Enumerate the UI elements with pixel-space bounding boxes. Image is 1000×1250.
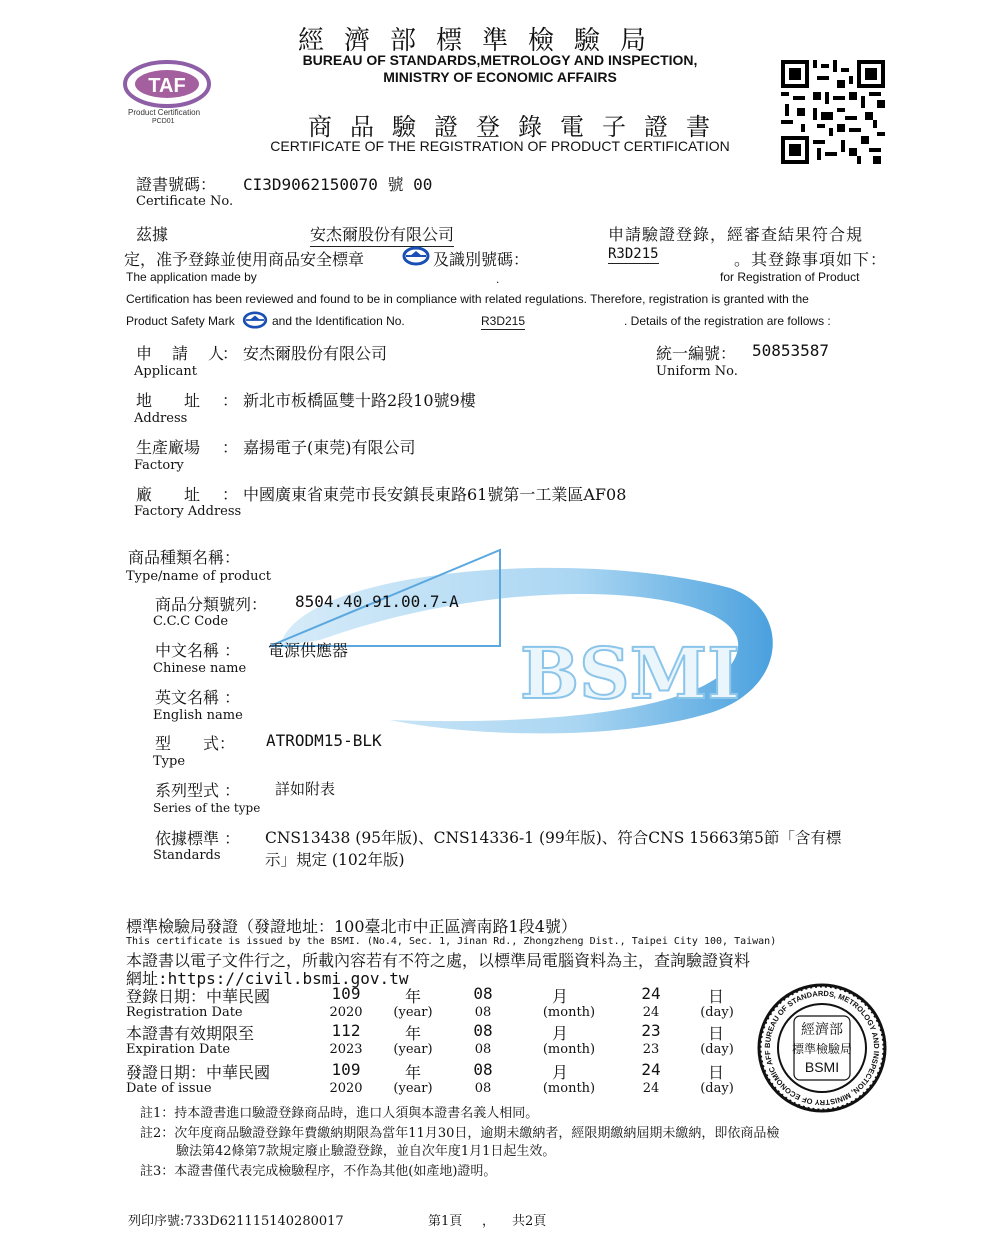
uniform-no-label-en: Uniform No. bbox=[656, 364, 738, 379]
statement-en-3code: R3D215 bbox=[481, 314, 526, 328]
ministry-title-en-2: MINISTRY OF ECONOMIC AFFAIRS bbox=[383, 69, 617, 85]
ministry-title-en-1: BUREAU OF STANDARDS,METROLOGY AND INSPECTION, bbox=[302, 52, 698, 68]
date-label-cn: 發證日期：中華民國 bbox=[126, 1063, 271, 1082]
applicant-value: 安杰爾股份有限公司 bbox=[243, 344, 388, 363]
date-en-year-ad: 2023 bbox=[329, 1042, 363, 1057]
date-month: 08 bbox=[473, 1060, 493, 1079]
date-label-cn: 登錄日期：中華民國 bbox=[126, 987, 271, 1006]
safety-mark-icon-small bbox=[242, 311, 268, 329]
date-month-cn: 月 bbox=[551, 1024, 568, 1043]
date-en-year-ad: 2020 bbox=[329, 1081, 363, 1096]
factory-value: 嘉揚電子(東莞)有限公司 bbox=[243, 438, 416, 457]
model-value: ATRODM15-BLK bbox=[266, 731, 382, 750]
product-type-label-en: Type/name of product bbox=[126, 569, 272, 584]
date-day-cn: 日 bbox=[707, 1063, 724, 1082]
date-month-cn: 月 bbox=[551, 987, 568, 1006]
model-label-en: Type bbox=[153, 754, 186, 769]
standards-label-en: Standards bbox=[153, 848, 221, 863]
ccc-value: 8504.40.91.00.7-A bbox=[295, 592, 459, 611]
statement-line2-b: 及識別號碼： bbox=[433, 250, 530, 269]
date-en-day-en: (day) bbox=[700, 1081, 734, 1096]
model-label: 型 式： bbox=[155, 734, 236, 753]
statement-en-dot: . bbox=[496, 272, 500, 286]
date-year-cn: 年 bbox=[404, 987, 421, 1006]
statement-line1-a: 茲據 bbox=[136, 225, 169, 244]
date-en-year-en: (year) bbox=[393, 1005, 433, 1020]
date-year-roc: 109 bbox=[331, 1060, 361, 1079]
address-label: 地 址 bbox=[136, 391, 201, 410]
statement-line1-b: 申請驗證登錄，經審查結果符合規 bbox=[608, 225, 864, 244]
statement-en-1b: for Registration of Product bbox=[720, 270, 860, 284]
date-en-label-en: Date of issue bbox=[126, 1081, 212, 1096]
date-day: 24 bbox=[641, 1060, 661, 1079]
statement-en-3c: . Details of the registration are follows : bbox=[624, 314, 831, 328]
statement-en-3a: Product Safety Mark bbox=[126, 314, 235, 328]
date-year-cn: 年 bbox=[404, 1063, 421, 1082]
standards-label: 依據標準 ： bbox=[155, 829, 241, 848]
note-2b: 驗法第42條第7款規定廢止驗證登錄，並自次年度1月1日起生效。 bbox=[176, 1144, 556, 1159]
qr-code bbox=[781, 60, 885, 164]
factory-label-en: Factory bbox=[134, 458, 184, 473]
date-year-roc: 112 bbox=[331, 1021, 361, 1040]
series-label-en: Series of the type bbox=[153, 801, 261, 815]
english-name-label: 英文名稱 ： bbox=[155, 688, 241, 707]
safety-mark-icon bbox=[402, 246, 430, 266]
issuance-line3: 本證書以電子文件行之，所載內容若有不符之處，以標準局電腦資料為主，查詢驗證資料 bbox=[126, 951, 751, 970]
date-month: 08 bbox=[473, 984, 493, 1003]
factory-address-value: 中國廣東省東莞市長安鎮長東路61號第一工業區AF08 bbox=[243, 485, 627, 504]
certificate-title-cn: 商品驗證登錄電子證書 bbox=[308, 113, 728, 141]
factory-address-colon: ： bbox=[222, 485, 239, 504]
statement-en-1a: The application made by bbox=[126, 270, 257, 284]
taf-text: TAF bbox=[148, 75, 186, 97]
date-month-cn: 月 bbox=[551, 1063, 568, 1082]
date-year-cn: 年 bbox=[404, 1024, 421, 1043]
seal-ring-text: BUREAU OF STANDARDS, METROLOGY AND INSPECTION, MINISTRY OF ECONOMIC AFF bbox=[762, 988, 882, 1108]
date-en-month: 08 bbox=[474, 1042, 492, 1057]
bsmi-watermark-text: BSMI bbox=[520, 632, 740, 715]
date-en-month-en: (month) bbox=[542, 1081, 596, 1096]
ccc-label-en: C.C.C Code bbox=[153, 614, 229, 629]
english-name-label-en: English name bbox=[153, 708, 243, 723]
date-en-day: 24 bbox=[642, 1081, 660, 1096]
factory-colon: ： bbox=[222, 438, 239, 457]
date-en-month: 08 bbox=[474, 1005, 492, 1020]
uniform-no-value: 50853587 bbox=[752, 341, 830, 360]
date-en-day-en: (day) bbox=[700, 1042, 734, 1057]
address-colon: ： bbox=[222, 391, 239, 410]
date-en-year-en: (year) bbox=[393, 1042, 433, 1057]
chinese-name-label: 中文名稱 ： bbox=[155, 641, 241, 660]
date-en-day: 24 bbox=[642, 1005, 660, 1020]
standards-value-1: CNS13438 (95年版)、CNS14336-1 (99年版)、符合CNS 15663第5節「含有標 bbox=[265, 829, 842, 847]
chinese-name-label-en: Chinese name bbox=[153, 661, 247, 676]
date-year-roc: 109 bbox=[331, 984, 361, 1003]
date-en-month: 08 bbox=[474, 1081, 492, 1096]
date-en-label-en: Registration Date bbox=[126, 1005, 243, 1020]
bsmi-seal bbox=[756, 982, 888, 1114]
certificate-no-value: CI3D9062150070 號 00 bbox=[243, 175, 433, 194]
certificate-no-label: 證書號碼： bbox=[136, 175, 217, 194]
date-en-label-en: Expiration Date bbox=[126, 1042, 231, 1057]
issuance-line1: 標準檢驗局發證（發證地址：100臺北市中正區濟南路1段4號） bbox=[126, 917, 577, 936]
ministry-title-cn: 經濟部標準檢驗局 bbox=[298, 26, 667, 56]
issuance-url: 網址:https://civil.bsmi.gov.tw bbox=[126, 969, 409, 988]
date-day: 24 bbox=[641, 984, 661, 1003]
statement-company: 安杰爾股份有限公司 bbox=[310, 222, 454, 247]
qr-code-graphic bbox=[781, 60, 885, 164]
ccc-label: 商品分類號列： bbox=[155, 595, 268, 614]
series-label: 系列型式 ： bbox=[155, 781, 241, 800]
date-en-year-ad: 2020 bbox=[329, 1005, 363, 1020]
uniform-no-label: 統一編號： bbox=[656, 344, 737, 363]
standards-value-2: 示」規定 (102年版) bbox=[265, 851, 405, 869]
date-en-day-en: (day) bbox=[700, 1005, 734, 1020]
series-value: 詳如附表 bbox=[275, 780, 336, 798]
seal-line3: BSMI bbox=[804, 1059, 840, 1075]
note-1: 註1：持本證書進口驗證登錄商品時，進口人須與本證書名義人相同。 bbox=[140, 1106, 539, 1121]
statement-line2-a: 定，准予登錄並使用商品安全標章 bbox=[124, 250, 365, 269]
issuance-line2: This certificate is issued by the BSMI. (No.4, Sec. 1, Jinan Rd., Zhongzheng Dist., Taipei City 100, Taiwan) bbox=[126, 936, 777, 947]
chinese-name-value: 電源供應器 bbox=[268, 641, 349, 660]
taf-sub2: PCD01 bbox=[152, 118, 175, 125]
seal-line1: 經濟部 bbox=[801, 1022, 843, 1038]
print-serial: 列印序號:733D621115140280017 bbox=[128, 1214, 344, 1229]
factory-address-label: 廠 址 bbox=[136, 485, 201, 504]
date-day-cn: 日 bbox=[707, 987, 724, 1006]
certificate-no-label-en: Certificate No. bbox=[136, 194, 234, 209]
factory-address-label-en: Factory Address bbox=[134, 504, 242, 519]
page-total: 共2頁 bbox=[512, 1214, 547, 1229]
product-type-label: 商品種類名稱： bbox=[128, 548, 241, 567]
statement-en-3b: and the Identification No. bbox=[272, 314, 405, 328]
note-3: 註3：本證書僅代表完成檢驗程序，不作為其他(如產地)證明。 bbox=[140, 1164, 497, 1179]
date-day-cn: 日 bbox=[707, 1024, 724, 1043]
page-number: 第1頁 bbox=[428, 1214, 463, 1229]
seal-line2: 標準檢驗局 bbox=[791, 1042, 853, 1056]
date-month: 08 bbox=[473, 1021, 493, 1040]
date-label-cn: 本證書有效期限至 bbox=[126, 1024, 255, 1043]
applicant-label: 申 請 人 bbox=[136, 344, 227, 363]
date-en-month-en: (month) bbox=[542, 1042, 596, 1057]
statement-code: R3D215 bbox=[608, 246, 659, 262]
statement-line2-c: 。其登錄事項如下： bbox=[734, 250, 888, 269]
date-day: 23 bbox=[641, 1021, 661, 1040]
applicant-colon: ： bbox=[222, 344, 239, 363]
date-en-month-en: (month) bbox=[542, 1005, 596, 1020]
statement-en-2: Certification has been reviewed and found to be in compliance with related regulations. Therefore, registration is granted with the bbox=[126, 292, 809, 306]
taf-sub1: Product Certification bbox=[128, 108, 201, 117]
date-en-year-en: (year) bbox=[393, 1081, 433, 1096]
date-en-day: 23 bbox=[642, 1042, 660, 1057]
address-label-en: Address bbox=[134, 411, 188, 426]
certificate-title-en: CERTIFICATE OF THE REGISTRATION OF PRODUCT CERTIFICATION bbox=[270, 138, 730, 154]
address-value: 新北市板橋區雙十路2段10號9樓 bbox=[243, 391, 476, 410]
note-2a: 註2：次年度商品驗證登錄年費繳納期限為當年11月30日，逾期未繳納者，經限期繳納屆期未繳納，即依商品檢 bbox=[140, 1126, 780, 1141]
applicant-label-en: Applicant bbox=[134, 364, 197, 379]
page-separator: ， bbox=[482, 1214, 496, 1229]
factory-label: 生產廠場 bbox=[136, 438, 201, 457]
